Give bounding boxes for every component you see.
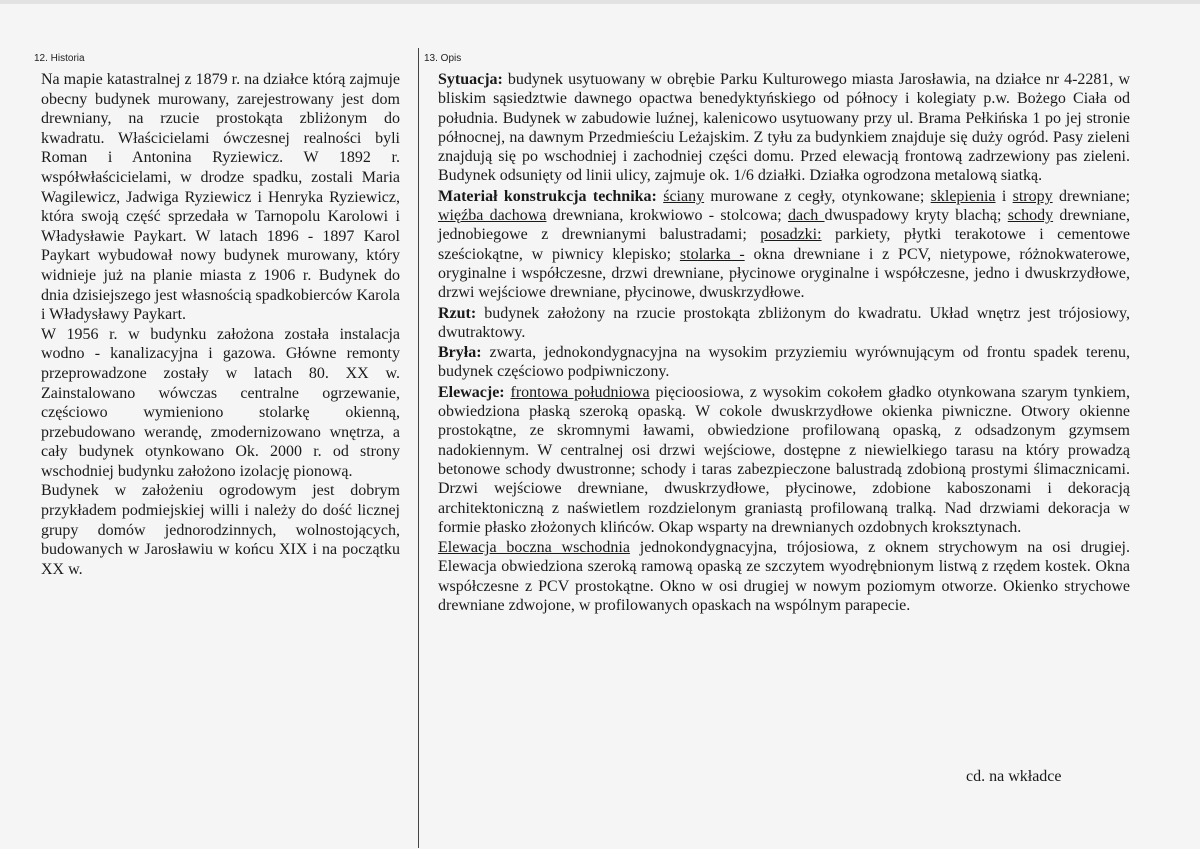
- situation-text: budynek usytuowany w obrębie Parku Kulturowego miasta Jarosławia, na działce nr 4-2281, w bliskim sąsiedztwie dawnego opactwa benedyktyńskiego od północy i kolegiaty p.w. Bożego Ciała od południa. Budynek w zabudowie luźnej, kalenicowo usytuowany przy ul. Brama Pełkińska 1 po jej stronie północnej, na dawnym Przedmieściu Leżajskim. Z tyłu za budynkiem znajduje się duży ogród. Pasy zieleni znajdują się po wschodniej i zachodniej części domu. Przed elewacją frontową zadrzewiony pas zieleni. Budynek odsunięty od linii ulicy, zajmuje ok. 1/6 działki. Działka ogrodzona metalową siatką.: [438, 71, 1130, 185]
- walls-text: murowane z cegły, otynkowane;: [704, 187, 931, 205]
- floors-term: posadzki:: [760, 226, 822, 244]
- side-elevation-term: Elewacja boczna wschodnia: [438, 539, 630, 557]
- and-text: i: [995, 187, 1013, 205]
- front-elevation-text: pięcioosiowa, z wysokim cokołem gładko otynkowana szarym tynkiem, obwiedziona płaską szeroką opaską. W cokole dwuskrzydłowe okienka piwniczne. Otwory okienne prostokątne, ze skromnymi ławami, obwiedzione profilowaną opaską, z odsadzonym gzymsem nadokiennym. W centralnej osi drzwi wejściowe, dostępne z niewielkiego tarasu na który prowadzą betonowe schody dwustronne; schody i taras zabezpieczone balustradą zdobioną prostymi ślimacznicami. Drzwi wejściowe drewniane, dwuskrzydłowe, płycinowe, zdobione kaboszonami i dekoracją architektoniczną z naświetlem rozdzielonym graniastą profilowaną tralką. Nad drzwiami dekoracja w formie płasko złożonych klińców. Okap wsparty na drewnianych ozdobnych kroksztynach.: [438, 383, 1130, 536]
- vaults-term: sklepienia: [930, 187, 996, 205]
- history-paragraph: Na mapie katastralnej z 1879 r. na działce którą zajmuje obecny budynek murowany, zarejestrowany jest dom drewniany, na rzucie prostokąta zbliżonym do kwadratu. Właścicielami ówczesnej realności byli Roman i Antonina Ryziewicz. W 1892 r. współwłaścicielami, w drodze spadku, zostali Maria Wagilewicz, Jadwiga Ryziewicz i Henryka Ryziewicz, która swoją część sprzedała w Tarnopolu Karolowi i Władysławie Paykart. W latach 1896 - 1897 Karol Paykart wybudował nowy budynek murowany, który widnieje już na planie miasta z 1906 r. Budynek do dnia dzisiejszego jest własnością spadkobierców Karola i Władysławy Paykart.: [41, 71, 400, 324]
- plan-label: Rzut:: [438, 304, 477, 322]
- roof-text: dwuspadowy kryty blachą;: [824, 207, 1008, 225]
- side-elevation-text: jednokondygnacyjna, trójosiowa, z oknem strychowym na osi drugiej. Elewacja obwiedziona szeroką ramową opaską ze szczytem wyodrębnionym listwą z rzędem kostek. Okna współczesne z PCV prostokątne. Okno w osi drugiej w nowym poziomym otworze. Okienko strychowe drewniane zdwojone, w profilowanych opaskach na wspólnym parapecie.: [438, 539, 1131, 615]
- history-column: [41, 70, 400, 579]
- walls-term: ściany: [663, 187, 705, 205]
- joinery-text: okna drewniane i z PCV, nietypowe, różnokwaterowe, oryginalne i współczesne, drzwi drewniane, płycinowe oryginalne i współczesne, jedno i dwuskrzydłowe, drzwi wejściowe drewniane, płycinowe, dwuskrzydłowe.: [438, 245, 1131, 302]
- scan-edge: [0, 0, 1200, 4]
- floors-text: parkiety, płytki terakotowe i cementowe sześciokątne, w piwnicy klepisko;: [438, 226, 1130, 263]
- material-paragraph: [438, 187, 1130, 303]
- ceilings-term: stropy: [1012, 187, 1053, 205]
- continuation-note: cd. na wkładce: [966, 768, 1062, 785]
- mass-label: Bryła:: [438, 344, 482, 362]
- mass-paragraph: [438, 343, 1130, 382]
- history-paragraph: Budynek w założeniu ogrodowym jest dobrym przykładem podmiejskiej willi i należy do dość licznej grupy domów jednorodzinnych, wolnostojących, budowanych w Jarosławiu w końcu XIX i na początku XX w.: [41, 482, 400, 578]
- situation-paragraph: [438, 70, 1130, 186]
- roof-term: dach: [788, 207, 825, 225]
- joinery-term: stolarka -: [679, 245, 745, 263]
- mass-text: zwarta, jednokondygnacyjna na wysokim przyziemiu wyrównującym od frontu spadek terenu, budynek częściowo podpiwniczony.: [438, 344, 1130, 381]
- ceilings-text: drewniane;: [1052, 187, 1131, 205]
- truss-text: drewniana, krokwiowo - stolcowa;: [546, 207, 789, 225]
- section-header-history: 12. Historia: [34, 53, 85, 64]
- truss-term: więźba dachowa: [438, 207, 547, 225]
- plan-paragraph: [438, 304, 1130, 343]
- situation-label: Sytuacja:: [438, 71, 503, 88]
- stairs-text: drewniane, jednobiegowe z drewnianymi balustradami;: [438, 207, 1131, 244]
- front-elevation-term: frontowa południowa: [510, 383, 650, 401]
- side-elevation-paragraph: [438, 538, 1130, 615]
- plan-text: budynek założony na rzucie prostokąta zbliżonym do kwadratu. Układ wnętrz jest trójosiowy, dwutraktowy.: [438, 304, 1130, 341]
- history-paragraph: W 1956 r. w budynku założona została instalacja wodno - kanalizacyjna i gazowa. Główne remonty przeprowadzone zostały w latach 80. XX w. Zainstalowano wówczas centralne ogrzewanie, częściowo wymieniono stolarkę okienną, przebudowano werandę, zmodernizowano wnętrza, a cały budynek otynkowano Ok. 2000 r. od strony wschodniej budynku założono izolację pionową.: [41, 325, 400, 480]
- column-divider: [418, 48, 419, 848]
- description-column: [438, 70, 1130, 616]
- elevations-paragraph: [438, 383, 1130, 537]
- elevations-label: Elewacje:: [438, 383, 505, 401]
- section-header-description: 13. Opis: [424, 53, 462, 64]
- stairs-term: schody: [1007, 207, 1054, 225]
- material-label: Materiał konstrukcja technika:: [438, 187, 657, 205]
